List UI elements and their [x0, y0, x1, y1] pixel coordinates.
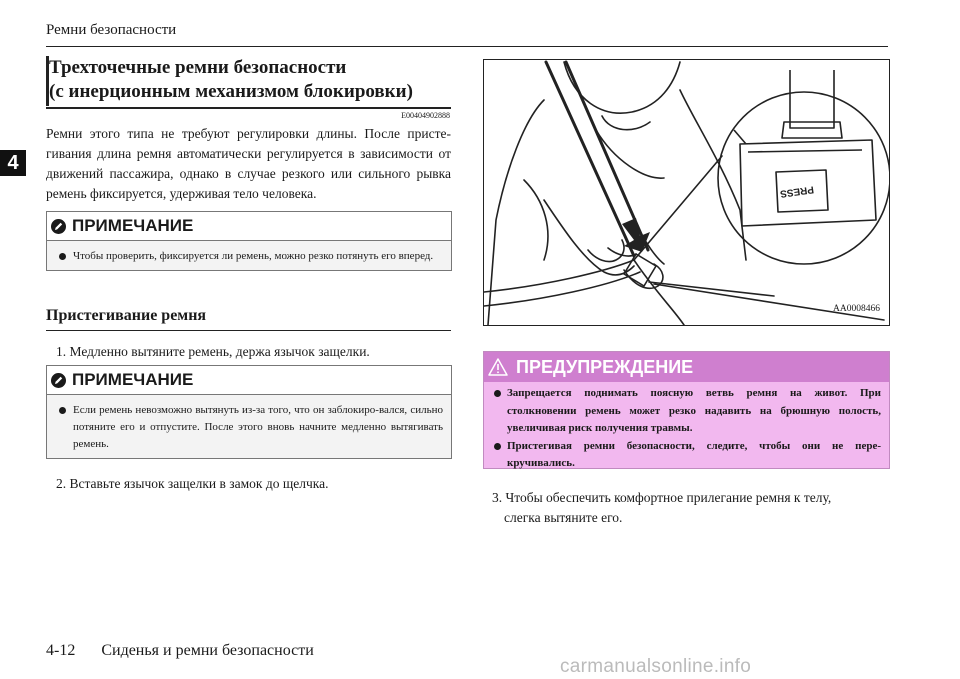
watermark: carmanualsonline.info [560, 656, 752, 677]
warning-header [484, 352, 889, 382]
note-text: Если ремень невозможно вытянуть из-за того, что он заблокиро-вался, сильно потяните его и отпустите. После этого вновь начните медленно вытягивать ремень. [73, 404, 443, 450]
section-code: E00404902888 [401, 111, 450, 120]
warning-box [483, 351, 890, 469]
step-1: 1. Медленно вытяните ремень, держа язычок защелки. [56, 344, 370, 359]
bullet-icon [494, 443, 501, 450]
chapter-title: Сиденья и ремни безопасности [101, 642, 314, 659]
note-heading: ПРИМЕЧАНИЕ [72, 216, 194, 235]
running-header: Ремни безопасности [46, 22, 177, 38]
note-box-1 [46, 211, 452, 271]
seatbelt-drawing [484, 60, 889, 325]
warning-body [484, 382, 889, 473]
note-header [47, 212, 451, 241]
chapter-tab: 4 [0, 150, 26, 176]
warning-text-2: Пристегивая ремни безопасности, следите, чтобы они не пере-кручивались. [507, 439, 881, 469]
section-title-block [46, 56, 448, 104]
buckle-label: PRESS [779, 183, 815, 200]
note-body [47, 395, 451, 458]
title-bar [46, 56, 49, 106]
subsection-rule [46, 330, 451, 331]
step-2: 2. Вставьте язычок защелки в замок до щелчка. [56, 476, 329, 491]
step-3-line-1: 3. Чтобы обеспечить комфортное прилегание ремня к телу, [492, 490, 832, 505]
page-footer [46, 642, 314, 660]
note-body [47, 241, 451, 270]
bullet-icon [494, 390, 501, 397]
note-box-2 [46, 365, 452, 459]
page-number: 4-12 [46, 642, 76, 659]
warning-item [507, 438, 881, 473]
warning-heading: ПРЕДУПРЕЖДЕНИЕ [516, 356, 694, 377]
pencil-icon [51, 219, 66, 234]
note-text: Чтобы проверить, фиксируется ли ремень, можно резко потянуть его вперед. [73, 250, 434, 262]
title-rule [46, 107, 451, 109]
subsection-title: Пристегивание ремня [46, 307, 207, 324]
intro-paragraph: Ремни этого типа не требуют регулировки длины. После присте-гивания длина ремня автоматически регулируется в зависимости от движений пассажира, однако в случае резкого или сильного рывка ремень фиксируется, удерживая тело человека. [46, 126, 451, 201]
bullet-icon [59, 253, 66, 260]
seatbelt-illustration [483, 59, 890, 326]
note-header [47, 366, 451, 395]
warning-text-1: Запрещается поднимать поясную ветвь ремня на живот. При столкновении ремень может резко надавить на брюшную полость, увеличивая риск получения травмы. [507, 387, 881, 434]
section-title-line-1: Трехточечные ремни безопасности [49, 57, 347, 78]
pencil-icon [51, 373, 66, 388]
warning-item [507, 385, 881, 438]
illustration-code: AA0008466 [833, 304, 880, 314]
header-rule [46, 46, 888, 47]
note-heading: ПРИМЕЧАНИЕ [72, 370, 194, 389]
section-title-line-2: (с инерционным механизмом блокировки) [49, 81, 413, 102]
warning-triangle-icon [488, 358, 508, 376]
step-3-line-2: слегка вытяните его. [504, 510, 623, 525]
bullet-icon [59, 407, 66, 414]
